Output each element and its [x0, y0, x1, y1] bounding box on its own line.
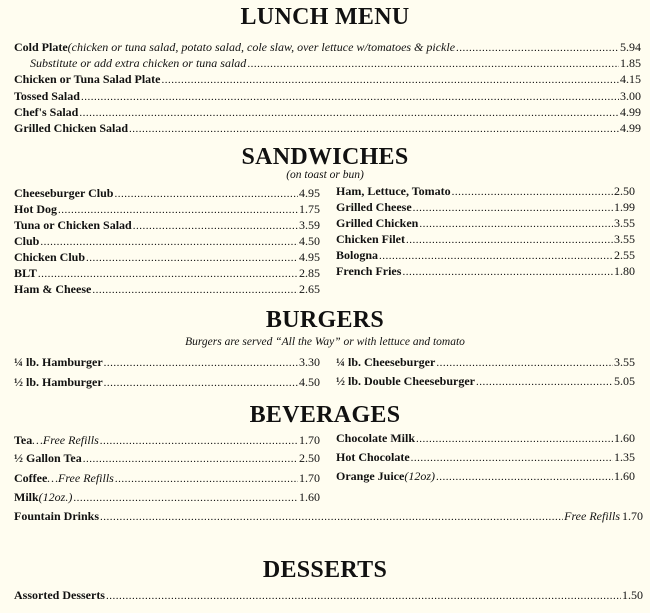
- dot-leader: [402, 265, 613, 279]
- burgers-title: BURGERS: [265, 307, 385, 333]
- item-price: 1.85: [620, 56, 641, 70]
- menu-item-salad-plate: [14, 72, 641, 87]
- dot-leader: [161, 73, 619, 87]
- item-price: 5.05: [614, 374, 635, 388]
- menu-item: [336, 374, 635, 389]
- dot-leader: [104, 376, 298, 390]
- item-name: Cold Plate: [14, 40, 68, 54]
- menu-item-tossed-salad: [14, 89, 641, 104]
- dot-leader: [452, 185, 613, 199]
- item-name: Cheeseburger Club: [14, 186, 114, 200]
- dot-leader: [86, 251, 298, 265]
- dot-leader: [416, 432, 613, 446]
- item-name: Ham, Lettuce, Tomato: [336, 184, 451, 198]
- dot-leader: [436, 470, 613, 484]
- item-price: 1.35: [614, 450, 635, 464]
- dot-leader: [83, 452, 298, 466]
- lunch-menu-title: LUNCH MENU: [240, 4, 410, 30]
- menu-item: [14, 250, 320, 265]
- item-name: Orange Juice: [336, 469, 405, 483]
- dot-leader: [100, 510, 563, 524]
- item-name: Fountain Drinks: [14, 509, 100, 523]
- menu-item: [336, 431, 635, 446]
- menu-item: [14, 282, 320, 297]
- menu-item-chefs-salad: [14, 105, 641, 120]
- item-name: French Fries: [336, 264, 402, 278]
- dot-leader: [456, 41, 619, 55]
- menu-item: [14, 218, 320, 233]
- dot-leader: [129, 122, 619, 136]
- item-name: ¼ lb. Hamburger: [14, 355, 103, 369]
- item-price: 3.55: [614, 232, 635, 246]
- item-price: 2.65: [299, 282, 320, 296]
- item-note: (chicken or tuna salad, potato salad, cole slaw, over lettuce w/tomatoes & pickle: [67, 40, 456, 54]
- menu-item: [336, 184, 635, 199]
- item-name: Bologna: [336, 248, 379, 262]
- item-name: Tuna or Chicken Salad: [14, 218, 132, 232]
- item-price: 3.30: [299, 355, 320, 369]
- item-name: Chicken or Tuna Salad Plate: [14, 72, 161, 86]
- item-price: 2.50: [614, 184, 635, 198]
- menu-item-fountain-drinks: [14, 509, 643, 524]
- item-price: 4.15: [620, 72, 641, 86]
- item-name: ¼ lb. Cheeseburger: [336, 355, 436, 369]
- dot-leader: [73, 491, 298, 505]
- item-price: 1.60: [614, 469, 635, 483]
- dot-leader: [100, 434, 298, 448]
- item-price: 1.99: [614, 200, 635, 214]
- sandwiches-title: SANDWICHES: [241, 144, 409, 170]
- item-name: Grilled Chicken Salad: [14, 121, 129, 135]
- menu-item: [14, 202, 320, 217]
- item-price: 2.55: [614, 248, 635, 262]
- menu-item: [14, 266, 320, 281]
- menu-item-assorted-desserts: [14, 588, 643, 603]
- price-note: Free Refills: [564, 509, 620, 523]
- item-price: 1.80: [614, 264, 635, 278]
- dot-leader: [413, 201, 613, 215]
- item-name: Club: [14, 234, 40, 248]
- item-name: Grilled Chicken: [336, 216, 419, 230]
- burgers-subtitle: Burgers are served “All the Way” or with lettuce and tomato: [185, 336, 465, 348]
- item-price: 4.99: [620, 121, 641, 135]
- item-price: 4.95: [299, 186, 320, 200]
- item-note: Substitute or add extra chicken or tuna salad: [30, 56, 247, 70]
- item-note: …Free Refills: [32, 433, 99, 447]
- dot-leader: [79, 106, 619, 120]
- dot-leader: [419, 217, 613, 231]
- item-price: 3.55: [614, 355, 635, 369]
- dot-leader: [133, 219, 298, 233]
- dot-leader: [104, 356, 298, 370]
- dot-leader: [411, 451, 613, 465]
- menu-item: [336, 232, 635, 247]
- item-name: BLT: [14, 266, 37, 280]
- dot-leader: [114, 187, 298, 201]
- sandwiches-subtitle: (on toast or bun): [286, 169, 364, 181]
- item-name: Chocolate Milk: [336, 431, 415, 445]
- item-price: 1.50: [622, 588, 643, 602]
- menu-item: [336, 216, 635, 231]
- item-name: Grilled Cheese: [336, 200, 412, 214]
- desserts-title: DESSERTS: [262, 557, 388, 583]
- dot-leader: [247, 57, 619, 71]
- item-name: Tea: [14, 433, 33, 447]
- dot-leader: [58, 203, 298, 217]
- dot-leader: [406, 233, 613, 247]
- item-name: ½ lb. Double Cheeseburger: [336, 374, 475, 388]
- dot-leader: [436, 356, 613, 370]
- menu-item: [14, 451, 320, 466]
- menu-item: [14, 471, 320, 486]
- item-price: 3.00: [620, 89, 641, 103]
- menu-item: [14, 433, 320, 448]
- item-name: Tossed Salad: [14, 89, 80, 103]
- item-price: 1.70: [299, 433, 320, 447]
- dot-leader: [379, 249, 613, 263]
- menu-item-grilled-chicken-salad: [14, 121, 641, 136]
- item-name: Chicken Filet: [336, 232, 405, 246]
- item-name: Coffee: [14, 471, 48, 485]
- item-price: 4.50: [299, 234, 320, 248]
- item-price: 2.50: [299, 451, 320, 465]
- dot-leader: [92, 283, 298, 297]
- menu-item-cold-plate: [14, 40, 641, 55]
- item-name: Hot Chocolate: [336, 450, 410, 464]
- item-price: 4.99: [620, 105, 641, 119]
- item-price: 1.70: [622, 509, 643, 523]
- item-note: …Free Refills: [47, 471, 114, 485]
- item-name: Ham & Cheese: [14, 282, 92, 296]
- beverages-title: BEVERAGES: [249, 402, 401, 428]
- menu-item: [336, 200, 635, 215]
- menu-item: [336, 450, 635, 465]
- menu-item-substitute: [30, 56, 641, 71]
- menu-item: [336, 469, 635, 484]
- menu-item: [14, 186, 320, 201]
- item-price: 1.60: [299, 490, 320, 504]
- menu-item: [336, 264, 635, 279]
- item-name: Hot Dog: [14, 202, 57, 216]
- item-name: Chef's Salad: [14, 105, 79, 119]
- dot-leader: [38, 267, 298, 281]
- item-price: 3.55: [614, 216, 635, 230]
- item-price: 4.50: [299, 375, 320, 389]
- dot-leader: [476, 375, 613, 389]
- item-price: 4.95: [299, 250, 320, 264]
- item-name: Assorted Desserts: [14, 588, 105, 602]
- item-price: 1.75: [299, 202, 320, 216]
- item-name: ½ lb. Hamburger: [14, 375, 103, 389]
- dot-leader: [115, 472, 298, 486]
- menu-item: [14, 375, 320, 390]
- menu-item: [336, 355, 635, 370]
- item-note: (12oz): [404, 469, 435, 483]
- menu-item: [14, 234, 320, 249]
- item-price: 3.59: [299, 218, 320, 232]
- item-price: 1.60: [614, 431, 635, 445]
- dot-leader: [40, 235, 298, 249]
- item-price: 2.85: [299, 266, 320, 280]
- item-price: 5.94: [620, 40, 641, 54]
- menu-item: [14, 355, 320, 370]
- item-name: Milk: [14, 490, 39, 504]
- menu-item: [336, 248, 635, 263]
- menu-item: [14, 490, 320, 505]
- item-note: (12oz.): [38, 490, 73, 504]
- dot-leader: [81, 90, 619, 104]
- item-name: Chicken Club: [14, 250, 86, 264]
- dot-leader: [106, 589, 621, 603]
- item-price: 1.70: [299, 471, 320, 485]
- item-name: ½ Gallon Tea: [14, 451, 82, 465]
